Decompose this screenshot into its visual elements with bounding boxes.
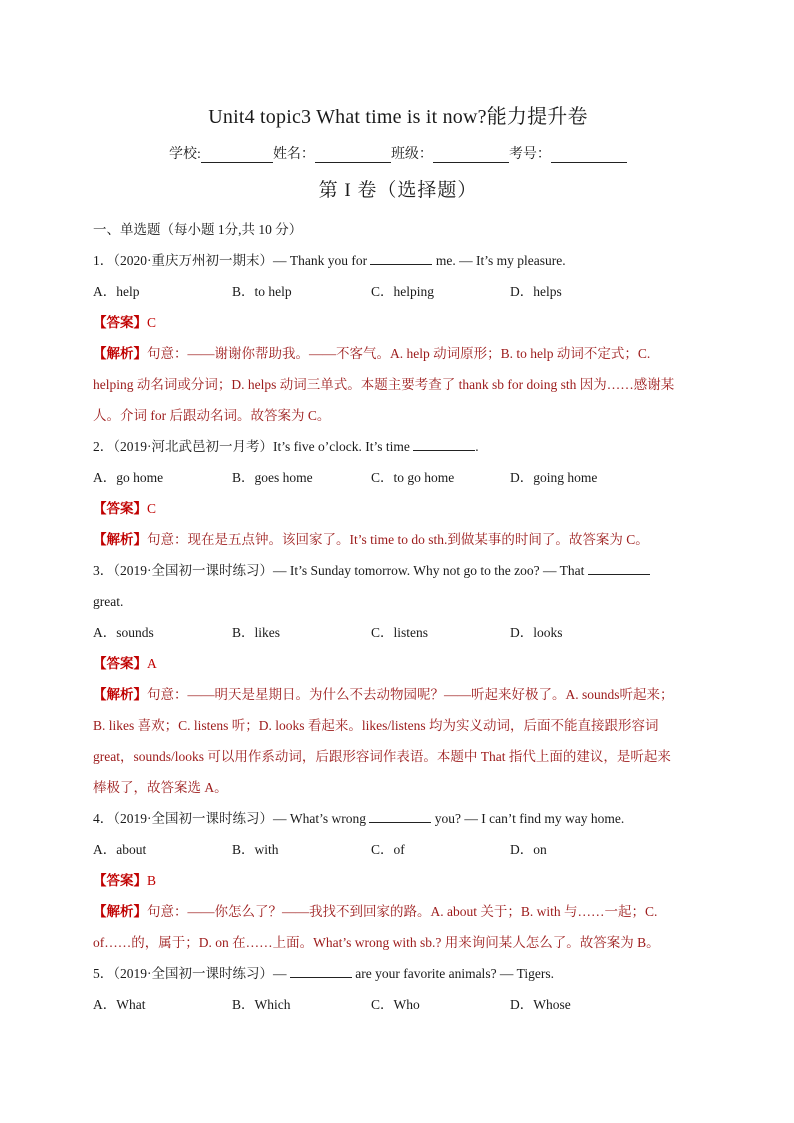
- school-label: 学校:: [169, 147, 201, 162]
- name-blank[interactable]: [315, 148, 391, 163]
- name-label: 姓名：: [272, 147, 315, 162]
- class-blank[interactable]: [433, 148, 509, 163]
- option-a[interactable]: A．go home: [93, 470, 164, 485]
- option-b[interactable]: B．Which: [232, 997, 291, 1012]
- question-1-options: [93, 276, 703, 307]
- option-b[interactable]: B．goes home: [232, 470, 313, 485]
- question-1-explanation: 【解析】句意：——谢谢你帮助我。——不客气。A. help 动词原形；B. to help 动词不定式；C.: [93, 346, 651, 361]
- option-d[interactable]: D．Whose: [510, 997, 571, 1012]
- option-c[interactable]: C．Who: [371, 997, 420, 1012]
- part-heading: 一、单选题（每小题 1分,共 10 分）: [93, 222, 303, 237]
- question-2-explanation: 【解析】句意：现在是五点钟。该回家了。It’s time to do sth.到做某事的时间了。故答案为 C。: [93, 532, 649, 547]
- option-a[interactable]: A．What: [93, 997, 146, 1012]
- option-c[interactable]: C．helping: [371, 284, 434, 299]
- number-label: 考号：: [508, 147, 551, 162]
- question-3-explanation: 【解析】句意：——明天是星期日。为什么不去动物园呢？——听起来好极了。A. sounds听起来；: [93, 687, 674, 702]
- option-a[interactable]: A．about: [93, 842, 147, 857]
- student-info-line: [93, 143, 703, 163]
- answer-blank[interactable]: [290, 965, 352, 978]
- question-1-explanation-line: 人。介词 for 后跟动名词。故答案为 C。: [93, 408, 331, 423]
- worksheet-page: [93, 100, 703, 1020]
- option-d[interactable]: D．on: [510, 842, 547, 857]
- question-4-explanation-line: of……的，属于；D. on 在……上面。What’s wrong with sb.? 用来询问某人怎么了。故答案为 B。: [93, 935, 660, 950]
- question-3-stem-continued: great.: [93, 594, 124, 609]
- question-1-stem: 1．（2020·重庆万州初一期末）— Thank you for me. — It’s my pleasure.: [93, 253, 566, 268]
- answer-blank[interactable]: [588, 562, 650, 575]
- option-b[interactable]: B．likes: [232, 625, 281, 640]
- page-title: Unit4 topic3 What time is it now?能力提升卷: [208, 106, 588, 128]
- question-5-stem: 5．（2019·全国初一课时练习）— are your favorite animals? — Tigers.: [93, 966, 554, 981]
- school-blank[interactable]: [201, 148, 273, 163]
- question-4-explanation: 【解析】句意：——你怎么了？——我找不到回家的路。A. about 关于；B. with 与……一起；C.: [93, 904, 658, 919]
- question-3-explanation-line: B. likes 喜欢；C. listens 听；D. looks 看起来。likes/listens 均为实义动词，后面不能直接跟形容词: [93, 718, 659, 733]
- question-3-explanation-line: 棒极了，故答案选 A。: [93, 780, 228, 795]
- option-d[interactable]: D．helps: [510, 284, 562, 299]
- question-4-options: [93, 834, 703, 865]
- answer-blank[interactable]: [413, 438, 475, 451]
- option-a[interactable]: A．sounds: [93, 625, 154, 640]
- question-4-answer: 【答案】B: [93, 873, 157, 888]
- question-3-answer: 【答案】A: [93, 656, 157, 671]
- question-3-options: [93, 617, 703, 648]
- option-a[interactable]: A．help: [93, 284, 140, 299]
- question-3-explanation-line: great，sounds/looks 可以用作系动词，后跟形容词作表语。本题中 That 指代上面的建议，是听起来: [93, 749, 671, 764]
- class-label: 班级：: [390, 147, 433, 162]
- question-2-options: [93, 462, 703, 493]
- question-2-answer: 【答案】C: [93, 501, 157, 516]
- question-1-explanation-line: helping 动名词或分词；D. helps 动词三单式。本题主要考查了 thank sb for doing sth 因为……感谢某: [93, 377, 675, 392]
- option-d[interactable]: D．going home: [510, 470, 598, 485]
- option-b[interactable]: B．to help: [232, 284, 292, 299]
- question-4-stem: 4．（2019·全国初一课时练习）— What’s wrong you? — I can’t find my way home.: [93, 811, 625, 826]
- option-b[interactable]: B．with: [232, 842, 279, 857]
- answer-blank[interactable]: [369, 810, 431, 823]
- option-c[interactable]: C．of: [371, 842, 405, 857]
- option-c[interactable]: C．to go home: [371, 470, 455, 485]
- question-3-stem: 3．（2019·全国初一课时练习）— It’s Sunday tomorrow. Why not go to the zoo? — That: [93, 555, 703, 586]
- question-2-stem: 2．（2019·河北武邑初一月考）It’s five o’clock. It’s time .: [93, 439, 479, 454]
- answer-blank[interactable]: [370, 252, 432, 265]
- option-d[interactable]: D．looks: [510, 625, 563, 640]
- section-heading: 第 I 卷（选择题）: [318, 180, 478, 201]
- question-5-options: [93, 989, 703, 1020]
- question-1-answer: 【答案】C: [93, 315, 157, 330]
- option-c[interactable]: C．listens: [371, 625, 429, 640]
- number-blank[interactable]: [551, 148, 627, 163]
